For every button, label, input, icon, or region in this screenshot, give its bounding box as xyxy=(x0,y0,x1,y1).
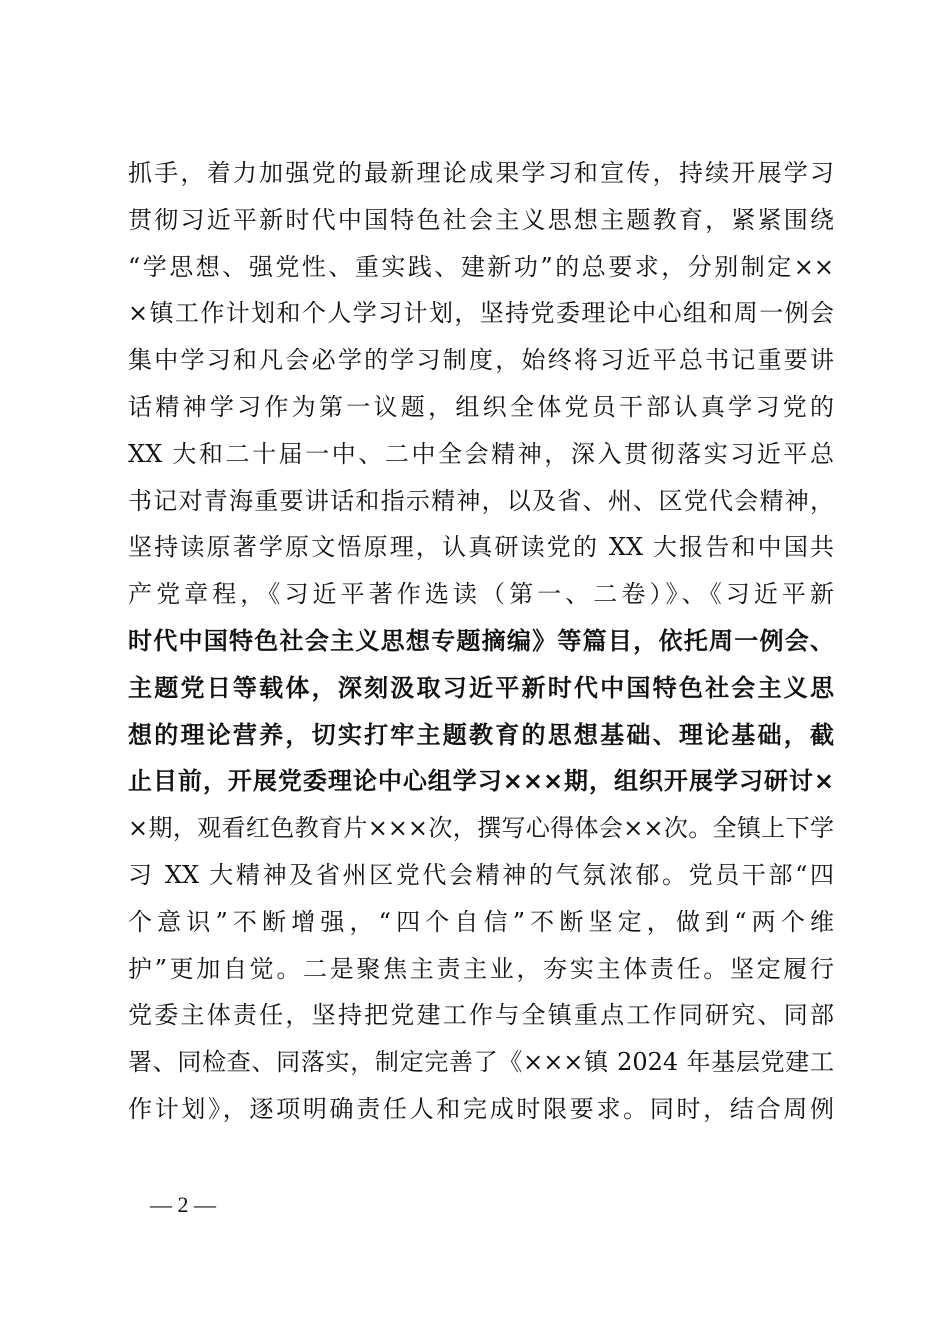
text-line-bold: 想的理论营养，切实打牢主题教育的思想基础、理论基础，截 xyxy=(128,720,834,749)
text-line: XX 大和二十届一中、二中全会精神，深入贯彻落实习近平总 xyxy=(128,439,834,468)
text-line: 作计划》，逐项明确责任人和完成时限要求。同时，结合周例 xyxy=(128,1094,834,1123)
text-line-bold: 主题党日等载体，深刻汲取习近平新时代中国特色社会主义思 xyxy=(128,673,834,702)
text-line: “学思想、强党性、重实践、建新功”的总要求，分别制定×× xyxy=(128,252,834,281)
text-line: 习 XX 大精神及省州区党代会精神的气氛浓郁。党员干部“四 xyxy=(128,860,834,889)
text-line: 贯彻习近平新时代中国特色社会主义思想主题教育，紧紧围绕 xyxy=(128,205,834,234)
text-line: ×镇工作计划和个人学习计划，坚持党委理论中心组和周一例会 xyxy=(128,299,834,328)
text-line: 集中学习和凡会必学的学习制度，始终将习近平总书记重要讲 xyxy=(128,346,834,375)
text-line: 党委主体责任，坚持把党建工作与全镇重点工作同研究、同部 xyxy=(128,1001,834,1030)
text-line-bold: 时代中国特色社会主义思想专题摘编》等篇目，依托周一例会、 xyxy=(128,626,834,655)
text-line-bold: 止目前，开展党委理论中心组学习×××期，组织开展学习研讨× xyxy=(128,767,834,796)
page-number: — 2 — xyxy=(150,1192,216,1217)
text-line: ×期，观看红色教育片×××次，撰写心得体会××次。全镇上下学 xyxy=(128,814,834,843)
body-paragraph xyxy=(128,150,834,1133)
text-line: 话精神学习作为第一议题，组织全体党员干部认真学习党的 xyxy=(128,392,834,421)
text-line: 个意识”不断增强，“四个自信”不断坚定，做到“两个维 xyxy=(128,907,834,936)
text-line: 护”更加自觉。二是聚焦主责主业，夯实主体责任。坚定履行 xyxy=(128,954,834,983)
text-line: 抓手，着力加强党的最新理论成果学习和宣传，持续开展学习 xyxy=(128,159,834,187)
text-line: 书记对青海重要讲话和指示精神，以及省、州、区党代会精神， xyxy=(128,486,834,515)
text-line: 署、同检查、同落实，制定完善了《×××镇 2024 年基层党建工 xyxy=(128,1048,834,1077)
text-line: 产党章程，《习近平著作选读（第一、二卷）》、《习近平新 xyxy=(128,580,834,609)
text-line: 坚持读原著学原文悟原理，认真研读党的 XX 大报告和中国共 xyxy=(128,533,834,562)
